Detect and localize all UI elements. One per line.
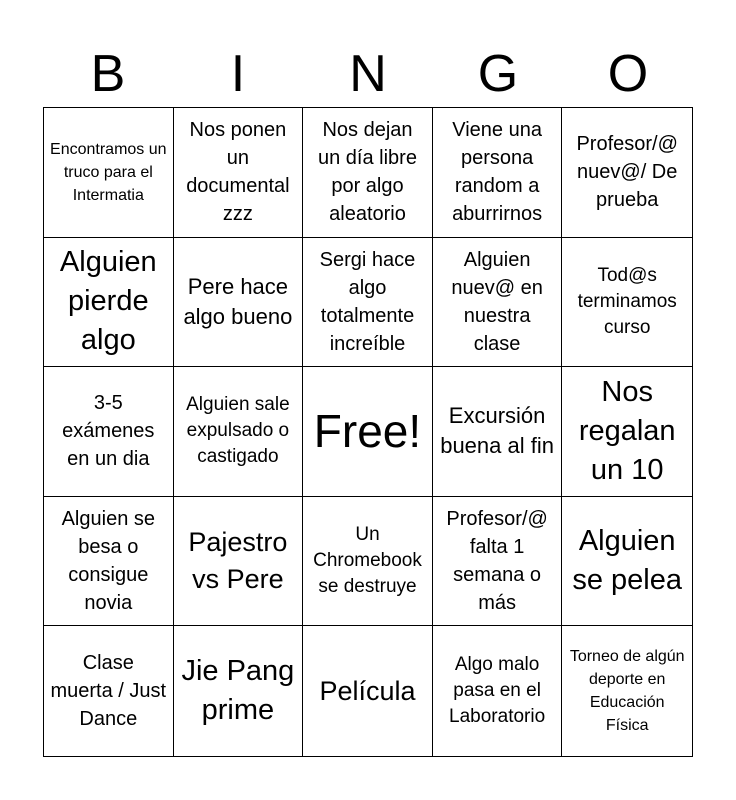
bingo-cell[interactable] xyxy=(303,626,433,756)
cell-text: Nos dejan un día libre por algo aleatorio xyxy=(318,119,417,226)
bingo-cell[interactable] xyxy=(174,626,304,756)
bingo-cell[interactable] xyxy=(174,497,304,627)
bingo-cell[interactable] xyxy=(174,238,304,368)
bingo-cell[interactable] xyxy=(562,108,692,238)
bingo-header xyxy=(43,40,693,108)
cell-text: Profesor/@ falta 1 semana o más xyxy=(446,508,548,615)
bingo-cell[interactable] xyxy=(433,626,563,756)
cell-text: Sergi hace algo totalmente increíble xyxy=(319,248,416,355)
bingo-cell[interactable] xyxy=(562,238,692,368)
cell-text: Tod@s terminamos curso xyxy=(577,264,677,338)
cell-text: Alguien nuev@ en nuestra clase xyxy=(451,248,543,355)
bingo-cell[interactable] xyxy=(174,367,304,497)
bingo-cell[interactable] xyxy=(433,238,563,368)
header-letter-o: O xyxy=(607,45,649,103)
cell-text: Profesor/@ nuev@/ De prueba xyxy=(576,133,678,212)
bingo-cell[interactable] xyxy=(433,367,563,497)
bingo-cell[interactable] xyxy=(174,108,304,238)
cell-text: Jie Pang prime xyxy=(181,655,295,727)
bingo-grid xyxy=(43,107,693,757)
bingo-cell[interactable] xyxy=(44,497,174,627)
cell-text: Clase muerta / Just Dance xyxy=(50,652,167,731)
header-letter-g: G xyxy=(477,45,519,103)
bingo-cell[interactable] xyxy=(562,367,692,497)
cell-text: Algo malo pasa en el Laboratorio xyxy=(449,654,546,728)
bingo-cell[interactable] xyxy=(562,497,692,627)
bingo-cell[interactable] xyxy=(433,108,563,238)
cell-text: Excursión buena al fin xyxy=(440,403,554,459)
cell-text: Pajestro vs Pere xyxy=(188,527,288,595)
cell-text: Película xyxy=(319,675,416,706)
bingo-cell[interactable] xyxy=(44,626,174,756)
bingo-cell[interactable] xyxy=(44,238,174,368)
bingo-cell[interactable] xyxy=(44,367,174,497)
cell-text: Encontramos un truco para el Intermatia xyxy=(50,140,167,204)
cell-text: Un Chromebook se destruye xyxy=(313,524,422,598)
cell-text: Alguien pierde algo xyxy=(59,246,157,357)
cell-text: Viene una persona random a aburrirnos xyxy=(452,119,543,226)
cell-text: Alguien se besa o consigue novia xyxy=(61,508,155,615)
cell-text: Nos regalan un 10 xyxy=(578,375,676,486)
bingo-cell[interactable] xyxy=(303,238,433,368)
cell-text: Alguien se pelea xyxy=(572,525,683,597)
bingo-cell[interactable] xyxy=(303,497,433,627)
header-letter-b: B xyxy=(90,45,126,103)
cell-text: Alguien sale expulsado o castigado xyxy=(186,394,290,468)
bingo-cell[interactable] xyxy=(303,108,433,238)
free-space-text: Free! xyxy=(313,405,422,458)
cell-text: Nos ponen un documental zzz xyxy=(186,119,290,226)
bingo-cell[interactable] xyxy=(562,626,692,756)
cell-text: Pere hace algo bueno xyxy=(183,273,293,329)
cell-text: Torneo de algún deporte en Educación Física xyxy=(569,648,685,735)
header-letter-n: N xyxy=(349,45,387,103)
bingo-cell[interactable] xyxy=(433,497,563,627)
header-letter-i: I xyxy=(230,45,246,103)
cell-text: 3-5 exámenes en un dia xyxy=(62,392,155,471)
free-space-cell[interactable] xyxy=(303,367,433,497)
bingo-cell[interactable] xyxy=(44,108,174,238)
